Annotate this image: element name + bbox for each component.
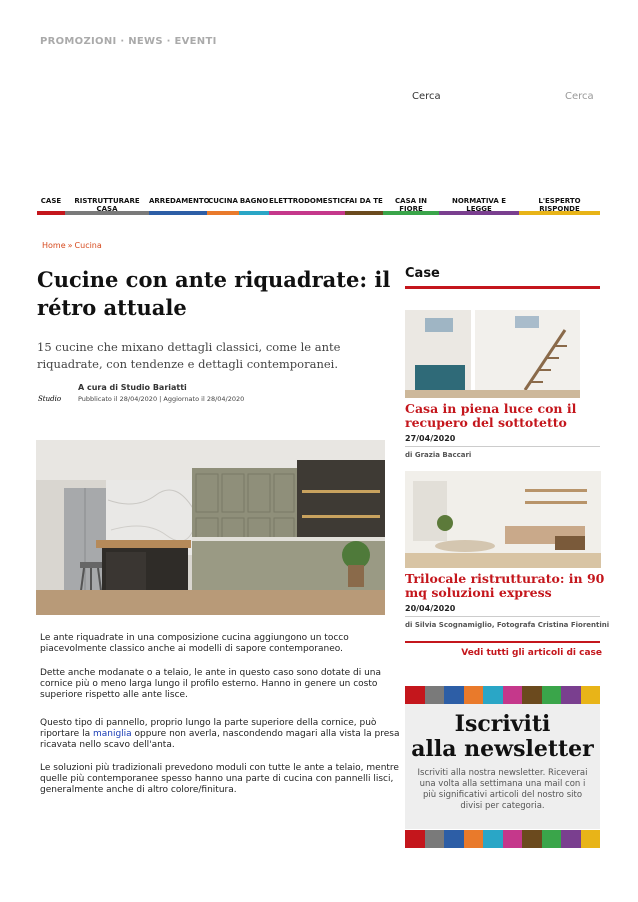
card-1-image[interactable]	[405, 310, 580, 398]
strip-swatch	[405, 830, 425, 848]
nav-item-ristrutturare-casa[interactable]: RISTRUTTURARE CASA	[65, 193, 149, 215]
category-nav	[37, 193, 600, 219]
strip-swatch	[405, 686, 425, 704]
strip-swatch	[561, 830, 581, 848]
strip-swatch	[503, 830, 523, 848]
nav-item-cucina[interactable]: CUCINA	[207, 193, 239, 215]
studio-logo	[38, 392, 66, 404]
card-1-date: 27/04/2020	[405, 434, 456, 443]
strip-swatch	[581, 830, 601, 848]
see-all-link[interactable]: Vedi tutti gli articoli di case	[461, 648, 602, 658]
sidebar-heading: Case	[405, 266, 440, 281]
newsletter-text: Iscriviti alla nostra newsletter. Riceverai una volta alla settimana una mail con i più significativi articoli del nostro sito divisi per categoria.	[417, 768, 588, 811]
breadcrumb	[42, 241, 102, 250]
breadcrumb-separator: »	[67, 241, 73, 250]
strip-swatch	[561, 686, 581, 704]
sidebar-heading-rule	[405, 286, 600, 289]
strip-swatch	[464, 830, 484, 848]
article-subtitle: 15 cucine che mixano dettagli classici, come le ante riquadrate, con tendenze e dettagli contemporanei.	[37, 340, 341, 371]
article-paragraph-4: Le soluzioni più tradizionali prevedono moduli con tutte le ante a telaio, mentre quelle più contemporanee spesso hanno una parte di cucina con pannelli lisci, generalmente anche di altro colore/finitura.	[40, 763, 399, 795]
newsletter-bottom-strip	[405, 830, 600, 848]
nav-item-bagno[interactable]: BAGNO	[239, 193, 269, 215]
strip-swatch	[444, 686, 464, 704]
article-paragraph-1: Le ante riquadrate in una composizione cucina aggiungono un tocco piacevolmente classico anche ai modelli di sapore contemporaneo.	[40, 633, 349, 654]
nav-item-fai-da-te[interactable]: FAI DA TE	[345, 193, 383, 215]
nav-item-arredamento[interactable]: ARREDAMENTO	[149, 193, 207, 215]
strip-swatch	[444, 830, 464, 848]
card-2-author: di Silvia Scognamiglio, Fotografa Cristina Fiorentini	[405, 621, 610, 629]
strip-swatch	[542, 686, 562, 704]
strip-swatch	[483, 686, 503, 704]
strip-swatch	[425, 686, 445, 704]
article-paragraph-2: Dette anche modanate o a telaio, le ante in questo caso sono dotate di una cornice più o meno larga lungo il profilo esterno. Hanno in genere un costo superiore rispetto alle ante lisce.	[40, 668, 382, 700]
hero-image	[36, 440, 385, 615]
article-title: Cucine con ante riquadrate: il rétro attuale	[37, 267, 391, 320]
strip-swatch	[542, 830, 562, 848]
top-links[interactable]: PROMOZIONI · NEWS · EVENTI	[40, 36, 217, 47]
strip-swatch	[464, 686, 484, 704]
see-all-rule	[405, 641, 600, 643]
strip-swatch	[425, 830, 445, 848]
strip-swatch	[522, 686, 542, 704]
nav-item-l-esperto-risponde[interactable]: L'ESPERTO RISPONDE	[519, 193, 600, 215]
paragraph-3-text-b: oppure non averla, nascondendo magari alla vista la presa ricavata nello scavo dell'anta.	[40, 729, 400, 750]
article-dates: Pubblicato il 28/04/2020 | Aggiornato il 28/04/2020	[78, 395, 245, 403]
article-paragraph-3	[40, 718, 402, 751]
nav-item-elettrodomestici[interactable]: ELETTRODOMESTICI	[269, 193, 345, 215]
maniglia-link[interactable]: maniglia	[92, 729, 132, 739]
card-2-date: 20/04/2020	[405, 604, 456, 613]
breadcrumb-section[interactable]: Cucina	[74, 241, 102, 250]
card-1-author: di Grazia Baccari	[405, 451, 472, 459]
article-author[interactable]: A cura di Studio Bariatti	[78, 383, 187, 392]
strip-swatch	[503, 686, 523, 704]
card-1-divider	[405, 446, 600, 447]
nav-item-casa-in-fiore[interactable]: CASA IN FIORE	[383, 193, 439, 215]
strip-swatch	[581, 686, 601, 704]
svg-text:Studio: Studio	[38, 395, 62, 403]
strip-swatch	[483, 830, 503, 848]
nav-item-case[interactable]: CASE	[37, 193, 65, 215]
strip-swatch	[522, 830, 542, 848]
card-1-title[interactable]: Casa in piena luce con il recupero del sottotetto	[405, 401, 577, 430]
newsletter-title[interactable]	[405, 712, 600, 762]
paragraph-3-text-a: Questo tipo di pannello, proprio lungo la parte superiore della cornice, può riportare la	[40, 718, 377, 739]
card-2-divider	[405, 616, 600, 617]
newsletter-title-line-2: alla newsletter	[411, 736, 594, 762]
breadcrumb-home[interactable]: Home	[42, 241, 66, 250]
nav-item-normativa-e-legge[interactable]: NORMATIVA E LEGGE	[439, 193, 519, 215]
search-button[interactable]: Cerca	[565, 91, 594, 102]
card-2-image[interactable]	[405, 471, 601, 568]
search-input[interactable]: Cerca	[412, 91, 441, 102]
newsletter-top-strip	[405, 686, 600, 704]
newsletter-title-line-1: Iscriviti	[454, 711, 551, 737]
card-2-title[interactable]: Trilocale ristrutturato: in 90 mq soluzioni express	[405, 571, 605, 600]
